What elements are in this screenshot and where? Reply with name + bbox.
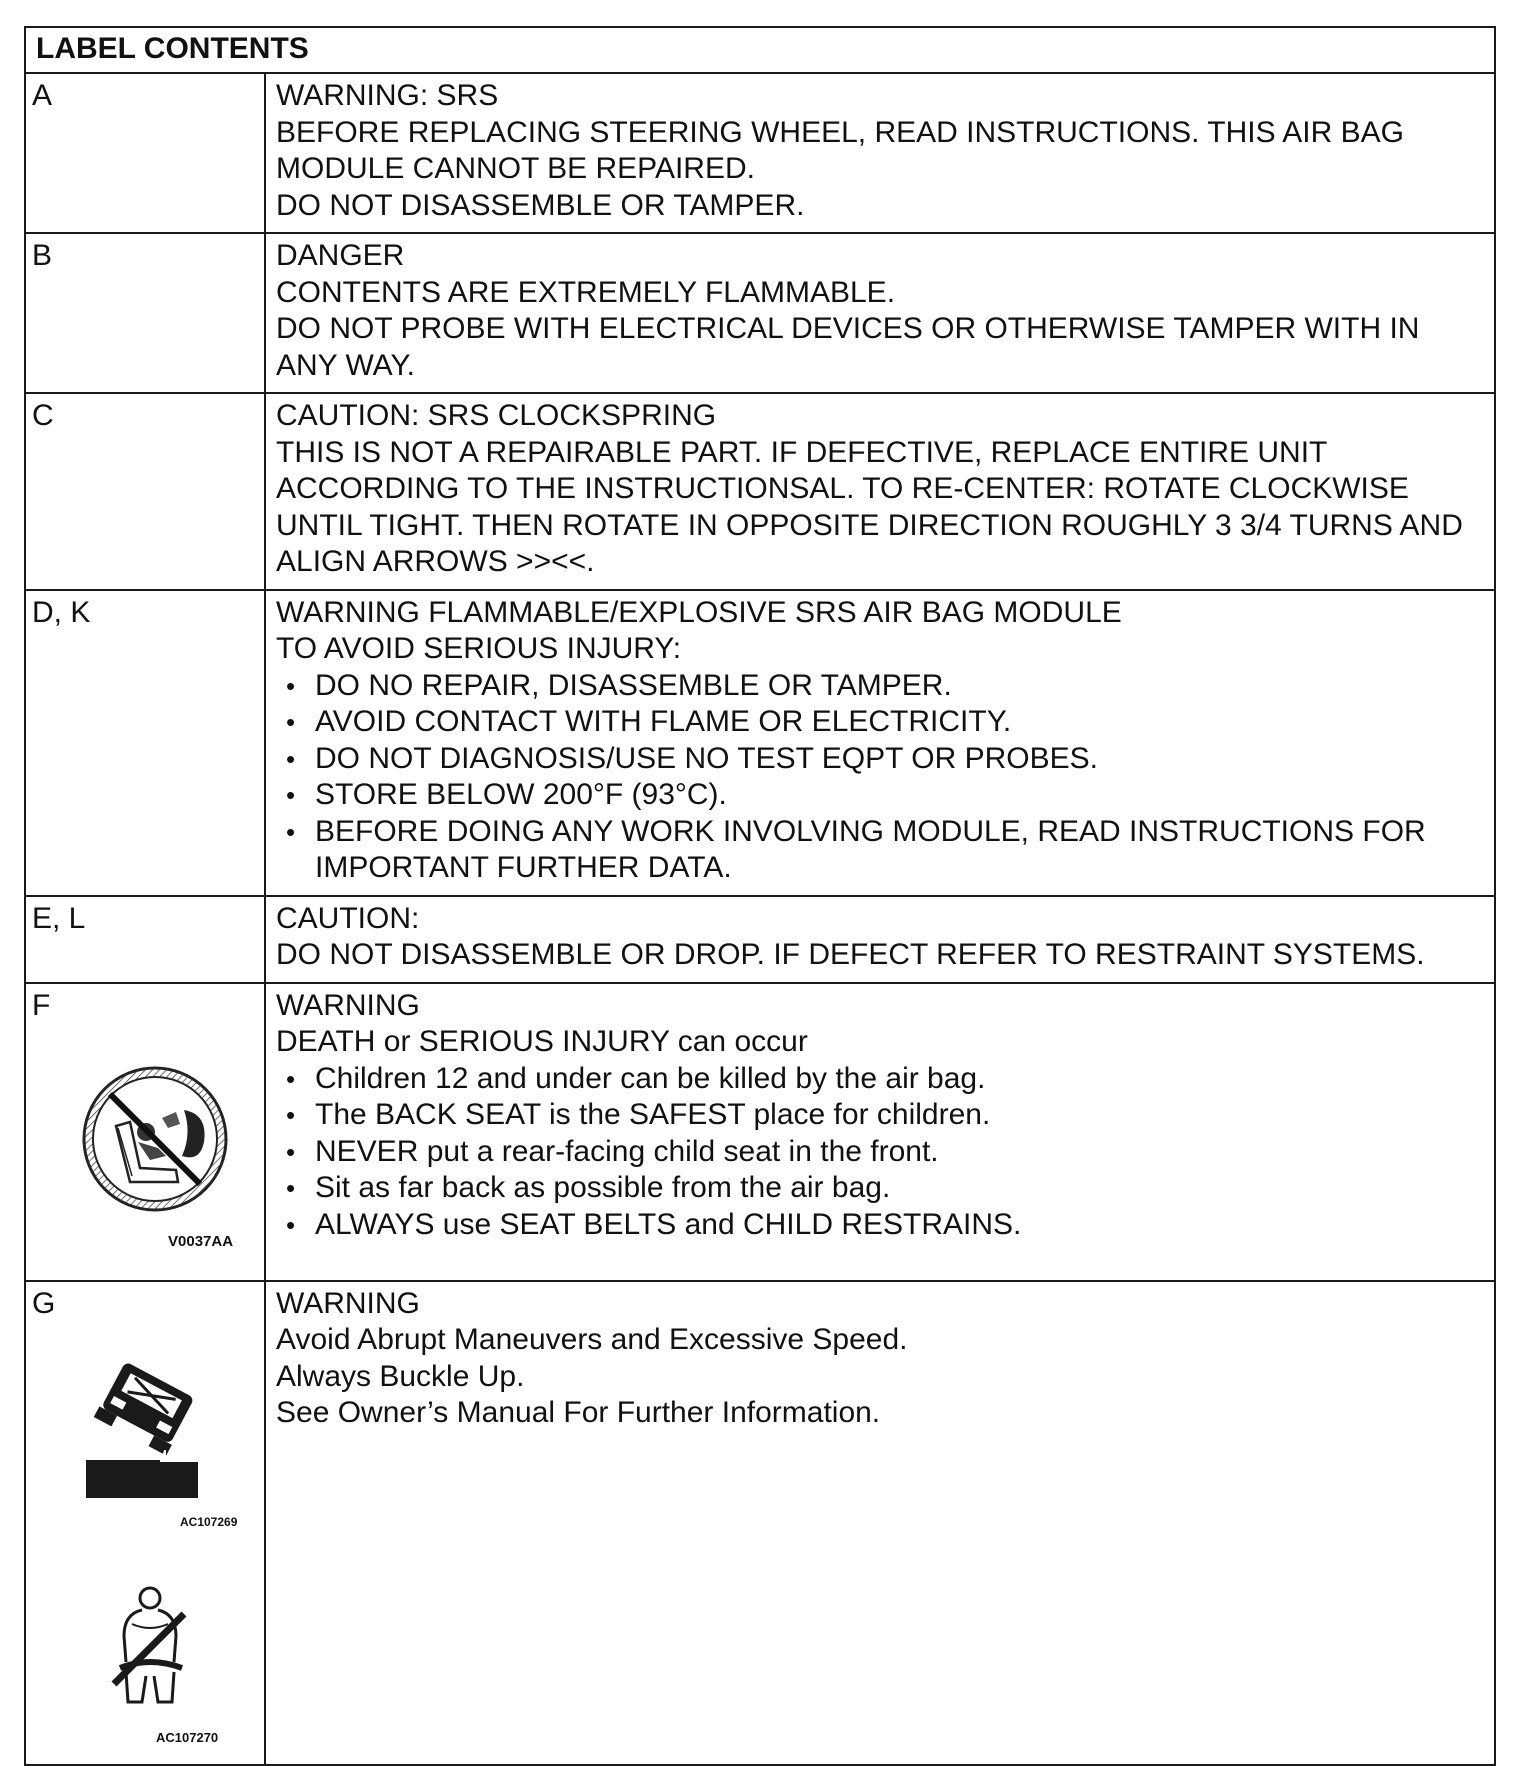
seat-belt-icon — [102, 1584, 198, 1708]
content-line: CAUTION: SRS CLOCKSPRING — [276, 399, 717, 432]
image-code: AC107270 — [156, 1729, 219, 1745]
image-code: AC107269 — [180, 1514, 238, 1529]
row-label-text: F — [32, 988, 51, 1022]
content-line: WARNING: SRS — [276, 79, 499, 112]
bullet-item: • ALWAYS use SEAT BELTS and CHILD RESTRAINS. — [276, 1207, 1484, 1244]
table-row — [25, 983, 1495, 1281]
table-header: LABEL CONTENTS — [25, 27, 1495, 73]
bullet-item: • Sit as far back as possible from the air bag. — [276, 1170, 1484, 1207]
content-line: CONTENTS ARE EXTREMELY FLAMMABLE. — [276, 275, 896, 309]
bullet-item: • DO NOT DIAGNOSIS/USE NO TEST EQPT OR PROBES. — [276, 741, 1484, 778]
table-row — [25, 590, 1495, 896]
row-label-text: E, L — [32, 901, 86, 935]
content-line: DEATH or SERIOUS INJURY can occur — [276, 1025, 808, 1058]
row-label-text: D, K — [32, 595, 91, 629]
row-label — [25, 896, 265, 983]
bullet-item: • STORE BELOW 200°F (93°C). — [276, 777, 1484, 814]
content-line: DO NOT DISASSEMBLE OR DROP. IF DEFECT REFER TO RESTRAINT SYSTEMS. — [276, 938, 1425, 971]
content-line: Avoid Abrupt Maneuvers and Excessive Speed. — [276, 1323, 908, 1356]
table-row — [25, 73, 1495, 233]
bullet-item: • NEVER put a rear-facing child seat in the front. — [276, 1134, 1484, 1171]
content-line: THIS IS NOT A REPAIRABLE PART. IF DEFECTIVE, REPLACE ENTIRE UNIT ACCORDING TO THE INSTRUCTIONSAL. TO RE-CENTER: ROTATE CLOCKWISE UNTIL TIGHT. THEN ROTATE IN OPPOSITE DIRECTION ROUGHLY 3 3/4 TURNS AND ALIGN ARROWS >><<. — [276, 435, 1470, 578]
row-label — [25, 393, 265, 590]
row-label — [25, 590, 265, 896]
content-line: WARNING — [276, 1286, 420, 1320]
row-contents — [265, 896, 1495, 983]
content-line: Always Buckle Up. — [276, 1359, 525, 1393]
row-contents — [265, 73, 1495, 233]
bullet-item: • The BACK SEAT is the SAFEST place for children. — [276, 1097, 1484, 1134]
row-label-text: A — [32, 79, 53, 112]
bullet-list — [276, 668, 1484, 887]
row-contents — [265, 233, 1495, 393]
content-line: BEFORE REPLACING STEERING WHEEL, READ INSTRUCTIONS. THIS AIR BAG MODULE CANNOT BE REPAIRED. — [276, 115, 1413, 185]
table-header-row — [25, 27, 1495, 73]
row-label — [25, 73, 265, 233]
content-line: WARNING — [276, 988, 420, 1022]
bullet-list — [276, 1061, 1484, 1244]
content-line: CAUTION: — [276, 901, 420, 935]
bullet-item: • Children 12 and under can be killed by the air bag. — [276, 1061, 1484, 1098]
row-label-text: C — [32, 399, 54, 432]
vehicle-rollover-icon — [84, 1358, 204, 1498]
content-line: DANGER — [276, 239, 405, 272]
table-row — [25, 233, 1495, 393]
row-contents — [265, 1281, 1495, 1765]
no-child-seat-airbag-icon — [80, 1064, 230, 1214]
content-line: DO NOT PROBE WITH ELECTRICAL DEVICES OR OTHERWISE TAMPER WITH IN ANY WAY. — [276, 312, 1427, 382]
image-code: V0037AA — [168, 1232, 234, 1250]
table-row — [25, 393, 1495, 590]
content-line: TO AVOID SERIOUS INJURY: — [276, 632, 682, 665]
row-label-text: G — [32, 1286, 56, 1320]
bullet-item: • BEFORE DOING ANY WORK INVOLVING MODULE, READ INSTRUCTIONS FOR IMPORTANT FURTHER DATA. — [276, 814, 1484, 887]
row-label — [25, 983, 265, 1281]
row-label — [25, 1281, 265, 1765]
row-contents — [265, 393, 1495, 590]
label-contents-table — [24, 26, 1496, 1766]
content-line: WARNING FLAMMABLE/EXPLOSIVE SRS AIR BAG MODULE — [276, 595, 1122, 629]
table-row — [25, 896, 1495, 983]
bullet-item: • DO NO REPAIR, DISASSEMBLE OR TAMPER. — [276, 668, 1484, 705]
table-row — [25, 1281, 1495, 1765]
bullet-item: • AVOID CONTACT WITH FLAME OR ELECTRICITY. — [276, 704, 1484, 741]
row-contents — [265, 590, 1495, 896]
content-line: DO NOT DISASSEMBLE OR TAMPER. — [276, 188, 805, 222]
content-line: See Owner’s Manual For Further Information. — [276, 1396, 881, 1429]
row-label-text: B — [32, 239, 53, 272]
row-contents — [265, 983, 1495, 1281]
row-label — [25, 233, 265, 393]
